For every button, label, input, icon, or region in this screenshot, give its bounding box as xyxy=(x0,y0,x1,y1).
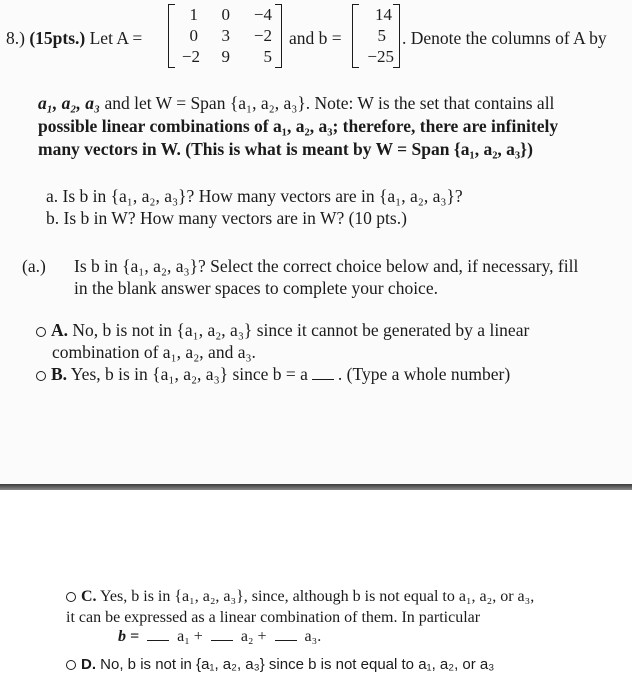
part-b: b. Is b in W? How many vectors are in W? (10 pts.) xyxy=(46,208,407,228)
matrix-cell: 0 xyxy=(189,26,198,45)
problem-number: 8.) (15pts.) Let A = xyxy=(6,28,143,48)
problem-line-3: possible linear combinations of a₁, a₂, a₃; therefore, there are infinitely xyxy=(38,116,559,136)
radio-a-icon[interactable] xyxy=(36,327,46,337)
choice-a-line-2: combination of a₁, a₂, and a₃. xyxy=(52,342,256,362)
choice-b[interactable]: B. Yes, b is in {a₁, a₂, a₃} since b = a . (Type a whole number) xyxy=(36,364,510,385)
columns-text: . Denote the columns of A by xyxy=(402,28,607,48)
answer-blank-c1[interactable] xyxy=(147,628,169,641)
question-line-2: in the blank answer spaces to complete your choice. xyxy=(74,278,438,298)
part-a: a. Is b in {a₁, a₂, a₃}? How many vectors are in {a₁, a₂, a₃}? xyxy=(46,186,463,206)
matrix-cell: 5 xyxy=(263,47,272,66)
choice-a[interactable]: A. No, b is not in {a₁, a₂, a₃} since it cannot be generated by a linear xyxy=(36,320,529,341)
answer-blank-c3[interactable] xyxy=(275,628,297,641)
and-b-label: and b = xyxy=(289,28,342,48)
matrix-cell: −2 xyxy=(181,47,200,66)
matrix-cell: 3 xyxy=(221,26,230,45)
question-label: (a.) xyxy=(22,256,46,276)
matrix-cell: −2 xyxy=(253,26,272,45)
radio-b-icon[interactable] xyxy=(36,371,46,381)
vector-cell: 14 xyxy=(375,5,392,24)
vector-cell: −25 xyxy=(367,47,394,66)
matrix-cell: 1 xyxy=(189,5,198,24)
answer-blank-b[interactable] xyxy=(312,367,334,380)
answer-blank-c2[interactable] xyxy=(211,628,233,641)
question-line-1: Is b in {a₁, a₂, a₃}? Select the correct choice below and, if necessary, fill xyxy=(74,256,579,276)
matrix-cell: 0 xyxy=(221,5,230,24)
radio-c-icon[interactable] xyxy=(66,592,76,602)
choice-d[interactable]: D. No, b is not in {a₁, a₂, a₃} since b is not equal to a₁, a₂, or a₃ xyxy=(66,656,494,673)
matrix-cell: 9 xyxy=(221,47,230,66)
vector-cell: 5 xyxy=(377,26,386,45)
choice-c-line-2: it can be expressed as a linear combination of them. In particular xyxy=(66,609,481,626)
matrix-a xyxy=(168,4,282,68)
choices-continued xyxy=(0,490,632,700)
choice-c-equation: b = a₁ + a₂ + a₃. xyxy=(118,628,322,645)
problem-line-2: a₁, a₂, a₃ and let W = Span {a₁, a₂, a₃}. Note: W is the set that contains all xyxy=(38,93,555,113)
choice-c[interactable]: C. Yes, b is in {a₁, a₂, a₃}, since, although b is not equal to a₁, a₂, or a₃, xyxy=(66,588,534,606)
vector-b xyxy=(352,4,400,68)
problem-line-4: many vectors in W. (This is what is meant by W = Span {a₁, a₂, a₃}) xyxy=(38,139,533,159)
matrix-cell: −4 xyxy=(253,5,272,24)
radio-d-icon[interactable] xyxy=(66,660,76,670)
